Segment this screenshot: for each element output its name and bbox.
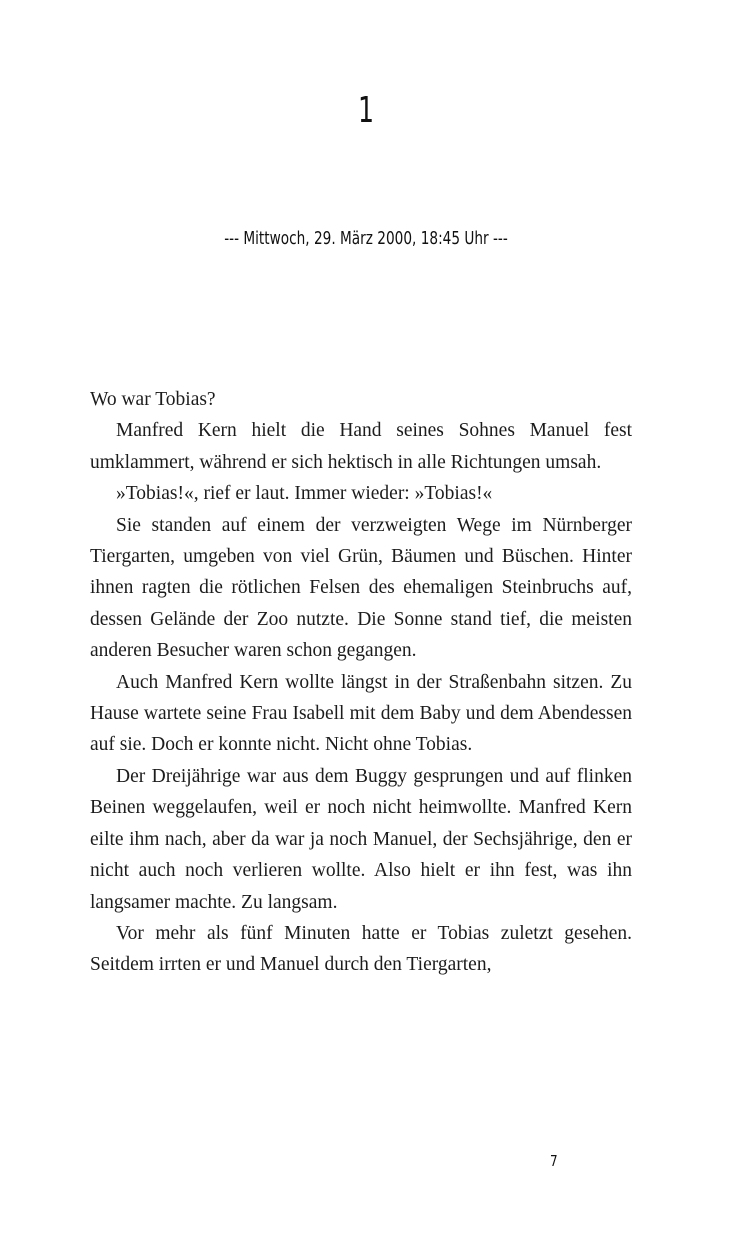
body-text bbox=[90, 384, 632, 981]
paragraph: »Tobias!«, rief er laut. Immer wieder: »Tobias!« bbox=[116, 483, 493, 505]
paragraph: Wo war Tobias? bbox=[90, 389, 216, 410]
chapter-number: 1 bbox=[357, 90, 375, 131]
paragraph: Der Dreijährige war aus dem Buggy gesprungen und auf flinken Beinen weggelaufen, weil er noch nicht heimwollte. Manfred Kern eilte ihm nach, aber da war ja noch Manuel, der Sechsjährige, den er nicht auch noch verlieren wollte. Also hielt er ihn fest, was ihn langsamer machte. Zu langsam. bbox=[90, 765, 632, 913]
paragraph: Vor mehr als fünf Minuten hatte er Tobias zuletzt gesehen. Seitdem irrten er und Manuel durch den Tiergarten, bbox=[90, 922, 632, 976]
paragraph: Manfred Kern hielt die Hand seines Sohnes Manuel fest umklammert, während er sich hektisch in alle Richtungen umsah. bbox=[90, 420, 632, 473]
paragraph: Sie standen auf einem der verzweigten Wege im Nürnberger Tiergarten, umgeben von viel Grün, Bäumen und Büschen. Hinter ihnen ragten die rötlichen Felsen des ehemaligen Steinbruchs auf, dessen Gelände der Zoo nutzte. Die Sonne stand tief, die meisten anderen Besucher waren schon gegangen. bbox=[90, 514, 632, 662]
datetime-header: --- Mittwoch, 29. März 2000, 18:45 Uhr --- bbox=[224, 229, 508, 249]
page-number: 7 bbox=[549, 1152, 558, 1170]
paragraph: Auch Manfred Kern wollte längst in der Straßenbahn sitzen. Zu Hause wartete seine Frau Isabell mit dem Baby und dem Abendessen auf sie. Doch er konnte nicht. Nicht ohne Tobias. bbox=[90, 671, 632, 756]
